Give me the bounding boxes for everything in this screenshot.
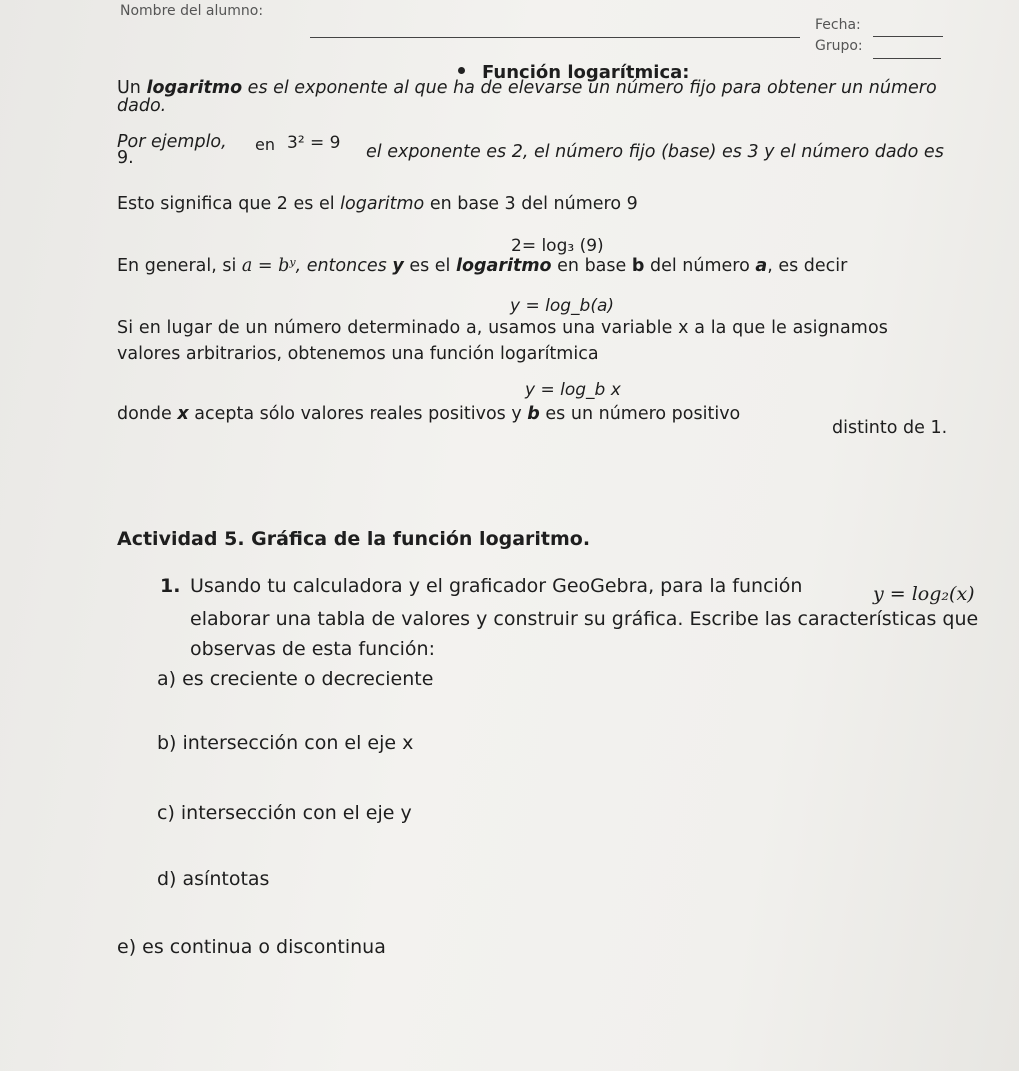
question-1-formula: y = log₂(x) (873, 583, 975, 605)
formula-log3: 2= log₃ (9) (511, 236, 604, 256)
paragraph-6-end: distinto de 1. (832, 418, 948, 438)
paragraph-2-prefix: Por ejemplo, (117, 132, 227, 152)
item-b: b) intersección con el eje x (157, 732, 414, 754)
bullet-icon (458, 67, 465, 74)
paragraph-2-rest: el exponente es 2, el número fijo (base) es 3 y el número dado es (366, 142, 944, 162)
paragraph-4: En general, si a = bʸ, entonces y es el logaritmo en base b del número a, es decir (117, 256, 848, 276)
question-1-line-3: observas de esta función: (190, 638, 435, 660)
question-1-line-1: Usando tu calculadora y el graficador GeoGebra, para la función (190, 575, 803, 597)
activity-title: Actividad 5. Gráfica de la función logaritmo. (117, 528, 591, 550)
paragraph-5-line-2: valores arbitrarios, obtenemos una función logarítmica (117, 344, 599, 364)
item-d: d) asíntotas (157, 868, 270, 890)
group-label: Grupo: (815, 38, 863, 54)
date-label: Fecha: (815, 17, 861, 33)
item-c: c) intersección con el eje y (157, 802, 412, 824)
section-title: Función logarítmica: (482, 62, 690, 83)
paragraph-2-en: en (255, 135, 275, 154)
formula-function: y = log_b x (525, 380, 621, 400)
question-1-line-2: elaborar una tabla de valores y construir su gráfica. Escribe las características que (190, 608, 979, 630)
paragraph-6: donde x acepta sólo valores reales positivos y b es un número positivo (117, 404, 741, 424)
paragraph-1: Un logaritmo es el exponente al que ha de elevarse un número fijo para obtener un número (117, 78, 937, 98)
formula-general: y = log_b(a) (510, 296, 615, 316)
paragraph-2-end: 9. (117, 148, 134, 168)
example-equation: 3² = 9 (287, 133, 341, 153)
item-a: a) es creciente o decreciente (157, 668, 434, 690)
paragraph-1-end: dado. (117, 96, 167, 116)
paragraph-3: Esto significa que 2 es el logaritmo en base 3 del número 9 (117, 194, 638, 214)
student-name-line[interactable] (310, 37, 800, 38)
student-name-label: Nombre del alumno: (120, 3, 264, 19)
item-e: e) es continua o discontinua (117, 936, 386, 958)
group-line[interactable] (873, 58, 941, 59)
paragraph-5-line-1: Si en lugar de un número determinado a, usamos una variable x a la que le asignamos (117, 318, 888, 338)
date-line[interactable] (873, 36, 943, 37)
question-number: 1. (160, 575, 181, 597)
